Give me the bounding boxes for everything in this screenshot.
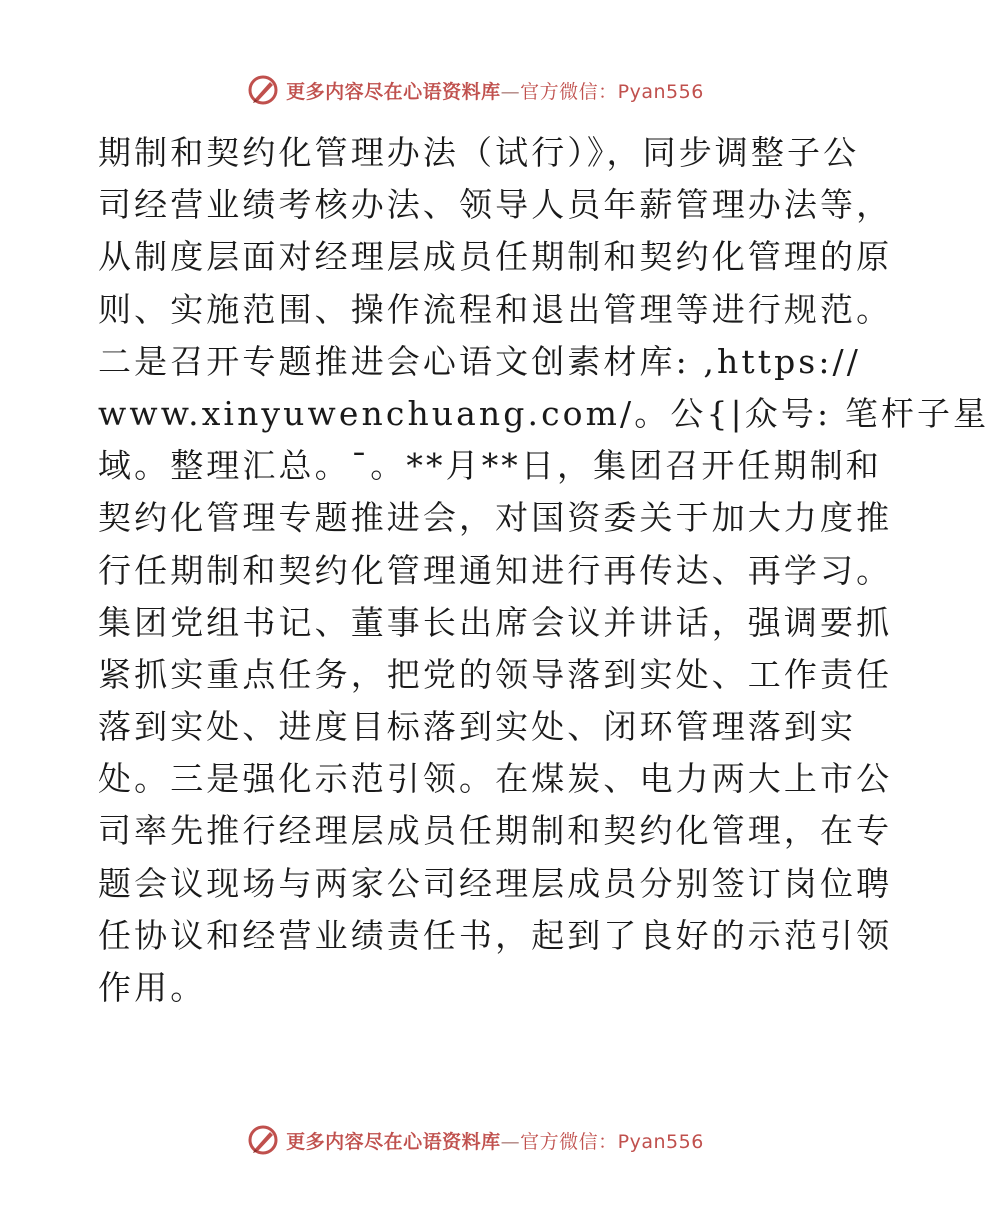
- body-line: www.xinyuwenchuang.com/。公{|众号: 笔杆子星: [98, 393, 989, 433]
- header-banner-lead: 更多内容尽在心语资料库: [286, 80, 501, 103]
- body-line: 任协议和经营业绩责任书，起到了良好的示范引领: [98, 915, 893, 955]
- body-line: 从制度层面对经理层成员任期制和契约化管理的原: [98, 237, 893, 277]
- header-banner: [0, 68, 950, 112]
- footer-banner: [0, 1118, 950, 1162]
- body-line: 期制和契约化管理办法（试行）》，同步调整子公: [98, 133, 860, 172]
- pen-logo-icon: [246, 1123, 280, 1157]
- header-banner-wechat: 官方微信：Pyan556: [520, 80, 704, 103]
- body-line: 二是召开专题推进会心语文创素材库: ,https://: [98, 341, 861, 381]
- footer-banner-separator: —: [500, 1130, 521, 1153]
- body-line: 行任期制和契约化管理通知进行再传达、再学习。: [98, 550, 893, 590]
- body-line: 则、实施范围、操作流程和退出管理等进行规范。: [98, 289, 893, 329]
- footer-banner-lead: 更多内容尽在心语资料库: [286, 1130, 501, 1153]
- body-line: 集团党组书记、董事长出席会议并讲话，强调要抓: [98, 602, 893, 642]
- body-line: 处。三是强化示范引领。在煤炭、电力两大上市公: [98, 759, 893, 799]
- body-line: 司经营业绩考核办法、领导人员年薪管理办法等，: [98, 185, 893, 225]
- body-line: 域。整理汇总。¯。**月**日，集团召开任期制和: [98, 446, 882, 486]
- header-banner-separator: —: [500, 80, 521, 103]
- footer-banner-wechat: 官方微信：Pyan556: [520, 1130, 704, 1153]
- pen-logo-icon: [246, 73, 280, 107]
- header-banner-text: [286, 77, 704, 104]
- body-line: 作用。: [98, 968, 207, 1007]
- body-line: 司率先推行经理层成员任期制和契约化管理，在专: [98, 811, 893, 851]
- body-line: 契约化管理专题推进会，对国资委关于加大力度推: [98, 498, 893, 538]
- body-line: 题会议现场与两家公司经理层成员分别签订岗位聘: [98, 863, 893, 903]
- footer-banner-text: [286, 1127, 704, 1154]
- body-line: 紧抓实重点任务，把党的领导落到实处、工作责任: [98, 654, 893, 694]
- body-line: 落到实处、进度目标落到实处、闭环管理落到实: [98, 707, 857, 747]
- document-body: [98, 127, 989, 1014]
